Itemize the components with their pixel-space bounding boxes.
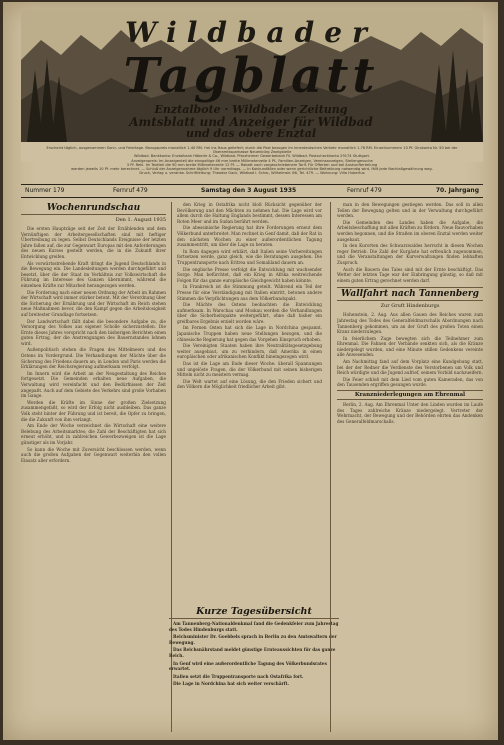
article-heading-wallfahrt-nach-tannenberg: Wallfahrt nach Tannenberg xyxy=(337,287,483,301)
newspaper-page xyxy=(3,2,498,740)
info-line: Druck, Verlag u. verantw. Schriftleitung: Theodor Gack, Wildbad i. Schw., Wilhelmstr. 86, Tel. 479. — Wohnung: Villa Hubertus xyxy=(139,171,365,176)
paragraph: Die Gemeinden des Landes haben die Aufgabe, die Arbeitsbeschaffung mit allen Kräften zu fördern. Neue Bauvorhaben werden begonnen, und die Straßen im oberen Enztal werden weiter ausgebaut. xyxy=(337,219,483,242)
paragraph: In feierlichem Zuge bewegten sich die Teilnehmer zum Ehrenmal. Die Fahnen der Verbände senkten sich, als die Kränze niedergelegt wurden, und eine Minute stillen Gedenkens vereinte alle Anwesenden. xyxy=(337,335,483,358)
masthead-subtitle-line-2: Amtsblatt und Anzeiger für Wildbad xyxy=(129,115,373,129)
paragraph: Im Innern wird die Arbeit an der Neugestaltung des Reiches fortgesetzt. Die Gemeinden erhalten neue Aufgaben, die Verwaltung wird vereinfacht und den Bedürfnissen der Zeit angepaßt. Auch auf dem Gebiete des Verkehrs sind große Vorhaben im Gange. xyxy=(21,370,166,399)
issue-number: Nummer 179 xyxy=(25,187,65,194)
paragraph: Die ersten Hauptzüge seit der Zeit der Erzählenden und dem Vernünftigen der Arbeitergesellschaften sind mit heftiger Übertreibung zu legen. Selbst Deutschlands Ereignisse der letzten Jahre fallen auf, die zur Gegenwart Europas mit den Anforderungen des neuen Kurses gestellt werden, die in die Zukunft ihrer Entwicklung greifen. xyxy=(21,226,166,259)
article-dateline: Den 1. August 1935 xyxy=(115,217,166,223)
paragraph: Die Forderung nach einer neuen Ordnung der Arbeit im Rahmen der Wirtschaft wird immer stärker betont. Mit der Verordnung über die Sicherung der Ernährung und der Wirtschaft im Reich stehen neue Maßnahmen bevor, die den Kampf gegen die Arbeitslosigkeit auf breitester Grundlage fortsetzen. xyxy=(21,289,166,317)
column-rule xyxy=(330,202,331,732)
paragraph: man in den Bewegungen gestiegen werden. Das soll in allen Teilen der Bewegung gelten und in der Verwaltung durchgeführt werden. xyxy=(337,202,483,219)
paragraph: In Rom dagegen wird erklärt, daß Italien seine Vorbereitungen fortsetzen werde, ganz gleich, wie die Beratungen ausgehen. Die Truppentransporte nach Eritrea und Somaliland dauern an. xyxy=(177,248,322,265)
column-1 xyxy=(21,202,166,732)
issue-date: Samstag den 3 August 1935 xyxy=(201,187,297,194)
paragraph: In Frankreich ist die Stimmung geteilt. Während ein Teil der Presse für eine Verständigung mit Italien eintritt, betonen andere Stimmen die Verpflichtungen aus dem Völkerbundspakt. xyxy=(177,284,322,301)
paragraph: Auch die Bauern des Tales sind mit der Ernte beschäftigt. Das Wetter der letzten Tage war der Einbringung günstig, so daß mit einem guten Ertrag gerechnet werden darf. xyxy=(337,266,483,283)
info-line: Anzeigenpreis: Im Anzeigenteil die einspaltige 46 mm breite Millimeterzeile 4 Pf., Familien-Anzeigen, Vereinsanzeigen, Stellengesuche xyxy=(131,158,373,163)
paragraph: Werden die Kräfte im Sinne der großen Zielsetzung zusammengefaßt, so wird der Erfolg nicht ausbleiben. Das ganze Volk steht hinter der Führung und ist bereit, die Opfer zu bringen, die die Zukunft von ihm verlangt. xyxy=(21,399,166,422)
list-item: In Genf wird eine außerordentliche Tagung des Völkerbundsrates erwartet. xyxy=(169,660,327,672)
paragraph: Die Welt wartet auf eine Lösung, die den Frieden sichert und den Völkern die Möglichkeit friedlicher Arbeit gibt. xyxy=(177,378,322,390)
masthead-subtitle xyxy=(81,104,421,140)
phone-right: Fernruf 479 xyxy=(347,187,382,194)
paragraph: Im Fernen Osten hat sich die Lage in Nordchina gespannt. Japanische Truppen haben neue Stellungen bezogen, und die chinesische Regierung hat gegen das Vorgehen Einspruch erhoben. xyxy=(177,325,322,342)
paragraph: Die Feier schloß mit dem Lied vom guten Kameraden, das von den Tausenden ergriffen gesungen wurde. xyxy=(337,376,483,388)
info-line: Wildbad. Bankkonto: Enztalbank Häberle & Co., Wildbad. Pforzheimer Gewerbebank Fil. Wildbad. Postscheckkonto 29174 Stuttgart. xyxy=(133,154,371,159)
list-item: Das Reichsnährstand meldet günstige Ernteaussichten für das ganze Reich. xyxy=(169,647,336,658)
info-line: Erscheint täglich, ausgenommen Sonn- und Feiertage. Bezugspreis monatlich 1.40 RM. frei ins Haus geliefert; durch die Post bezogen im innerdeutschen Verkehr monatlich 1.76 RM. Einzelnummern 10 Pf. Girokonto Nr. 50 bei der Oberamtssparkasse Neuenbürg Zweigstelle xyxy=(46,146,458,155)
paragraph: Die Mächte des Ostens beobachten die Entwicklung aufmerksam. In Warschau und Moskau werden die Verhandlungen über die Sicherheitspakte weitergeführt, ohne daß bisher ein greifbares Ergebnis erzielt worden wäre. xyxy=(177,302,322,324)
paragraph: Die abessinische Regierung hat ihre Forderungen erneut dem Völkerbund unterbreitet. Man rechnet in Genf damit, daß der Rat in den nächsten Wochen zu einer außerordentlichen Tagung zusammentritt, um über die Lage zu beraten. xyxy=(177,225,322,248)
info-line: 3 Pf. Rekl. Im Textteil die 90 mm breite Millimeterzeile 12 Pf. — Rabatt nach vorgeschriebenem Tarif. Für Offerten und bei Auskunfterteilung xyxy=(126,162,378,167)
kurze-tagesuebersicht-box xyxy=(169,606,339,732)
masthead-subtitle-line-1: Enztalbote · Wildbader Zeitung xyxy=(154,103,348,116)
list-item: Reichsminister Dr. Goebbels sprach in Berlin zu den Amtswaltern der Bewegung. xyxy=(169,634,337,645)
info-line: werden jeweils 10 Pf. mehr berechnet. — Schluß der Anzeigennahme täglich 9 Uhr vormittags. — In Konkursfällen oder wenn gerichtliche Beitreibung notwendig wird, fällt jede Nachlaßgewährung weg. xyxy=(71,167,433,172)
paragraph: Die Vereinigten Staaten haben ihre Neutralitätsgesetzgebung weiter ausgebaut, um zu verhindern, daß Amerika in einen europäischen oder afrikanischen Konflikt hineingezogen wird. xyxy=(177,343,322,360)
paragraph: Berlin, 2. Aug. Am Ehrenmal Unter den Linden wurden im Laufe des Tages zahlreiche Kränze niedergelegt. Vertreter der Wehrmacht, der Bewegung und der Behörden ehrten das Andenken des Generalfeldmarschalls. xyxy=(337,402,483,424)
dateline-bar xyxy=(21,184,483,198)
list-item: Italien setzt die Truppentransporte nach Ostafrika fort. xyxy=(173,673,304,679)
masthead xyxy=(21,10,483,176)
paragraph: So kann die Woche mit Zuversicht beschlossen werden, wenn auch die großen Aufgaben der Gegenwart weiterhin den vollen Einsatz aller erfordern. xyxy=(21,446,166,463)
paragraph: Am Nachmittag fand auf dem Vorplatz eine Kundgebung statt, bei der der Redner die Verdienste des Verstorbenen um Volk und Reich würdigte und die Jugend aufrief, seinem Vorbild nachzueifern. xyxy=(337,359,483,376)
paragraph: Hohenstein, 2. Aug. Aus allen Gauen des Reiches waren zum Jahrestag des Todes des Generalfeldmarschalls Abordnungen nach Tannenberg gekommen, um an der Gruft des großen Toten einen Kranz niederzulegen. xyxy=(337,312,483,335)
column-2 xyxy=(177,202,322,600)
masthead-title-top: Wildbader xyxy=(125,16,377,49)
paragraph: Die englische Presse verfolgt die Entwicklung mit wachsender Sorge. Man befürchtet, daß ein Krieg in Afrika weitreichende Folgen für das ganze europäische Gleichgewicht haben könnte. xyxy=(177,266,322,283)
list-item: Am Tannenberg-Nationaldenkmal fand die Gedenkfeier zum Jahrestag des Todes Hindenburgs statt. xyxy=(169,621,339,632)
paragraph: Das ist die Lage am Ende dieser Woche: überall Spannungen und ungelöste Fragen, die der Völkerbund mit seinen bisherigen Mitteln nicht zu meistern vermag. xyxy=(177,361,322,378)
article-heading-wochenrundschau: Wochenrundschau xyxy=(21,202,166,215)
paragraph: den Krieg in Ostafrika nicht bloß Rücksicht gegenüber der Bevölkerung und den Mächten zu nehmen hat. Die Lage wird vor allem durch die Haltung Englands bestimmt, dessen Interessen am Roten Meer und im Sudan berührt werden. xyxy=(177,202,322,224)
article-heading-kurze-tagesuebersicht: Kurze Tagesübersicht xyxy=(169,606,339,619)
article-heading-kranzniederlegungen: Kranzniederlegungen am Ehrenmal xyxy=(337,390,483,400)
column-3 xyxy=(337,202,483,732)
paragraph: Außenpolitisch stehen die Fragen des Mittelmeers und des Ostens im Vordergrund. Die Verhandlungen der Mächte über die Sicherung des Friedens dauern an; in London und Paris werden die Erklärungen der Reichsregierung aufmerksam verfolgt. xyxy=(21,347,166,370)
masthead-title-main: Tagblatt xyxy=(123,48,379,104)
masthead-subtitle-line-3: und das obere Enztal xyxy=(185,127,317,140)
volume-number: 70. Jahrgang xyxy=(435,187,479,194)
paragraph: Am Ende der Woche verzeichnet die Wirtschaft eine weitere Belebung des Arbeitsmarktes; die Zahl der Beschäftigten hat sich erneut erhöht, und in zahlreichen Gewerbezweigen ist die Lage günstiger als im Vorjahr. xyxy=(21,423,166,445)
paragraph: Als vorwärtsstrebende Kraft dringt die Jugend Deutschlands in die Bewegung ein. Die Landesleitungen werden durchgeführt und besetzt, über die der Staat im Verhältnis zur Volkswirtschaft die Führung im Interesse des Ganzen übernimmt, während die einzelnen Kräfte zur Mitarbeit herangezogen werden. xyxy=(21,260,166,288)
list-item: Die Lage in Nordchina hat sich weiter verschärft. xyxy=(173,681,289,687)
masthead-publication-info xyxy=(41,146,463,175)
article-subheading: Zur Gruft Hindenburgs xyxy=(380,303,440,310)
paragraph: In den Kurorten des Schwarzwaldes herrscht in diesen Wochen reger Betrieb. Die Zahl der Kurgäste hat erfreulich zugenommen, und die Veranstaltungen der Kurverwaltungen finden lebhaften Zuspruch. xyxy=(337,243,483,265)
phone-left: Fernruf 479 xyxy=(113,187,148,194)
paragraph: Der Landwirtschaft fällt dabei die besondere Aufgabe zu, die Versorgung des Volkes aus eigener Scholle sicherzustellen. Die Ernte dieses Jahres verspricht nach den bisherigen Berichten einen guten Ertrag, der die Anstrengungen des Bauernstandes lohnen wird. xyxy=(21,318,166,346)
